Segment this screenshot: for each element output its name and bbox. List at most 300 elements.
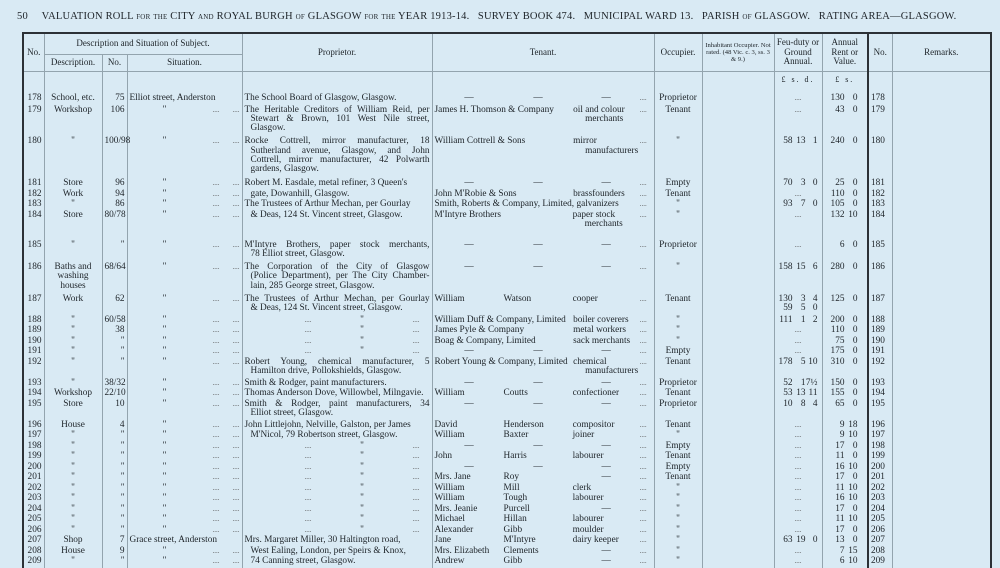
occupier-status: " bbox=[654, 515, 702, 526]
situation-ditto bbox=[130, 337, 240, 346]
inhabitant-occupier-cell bbox=[702, 137, 774, 179]
remarks-cell bbox=[892, 106, 990, 138]
leader-dots: .... bbox=[212, 431, 220, 440]
ditto-mark: " bbox=[360, 514, 364, 525]
page-title: VALUATION ROLL for the CITY and ROYAL BURGH of GLASGOW for the YEAR 1913-14. SURVEY BOOK 474. MUNICIPAL WARD 13. PARISH of GLASGOW. RATING AREA—GLASGOW. bbox=[41, 11, 957, 22]
tenant-surname: M'Intyre bbox=[503, 535, 536, 546]
tenant-fields bbox=[435, 463, 652, 472]
entry-number: 178 bbox=[27, 93, 42, 103]
entry-number: 198 bbox=[27, 440, 42, 451]
annual-value-cell bbox=[822, 452, 868, 463]
subject-number: 106 bbox=[102, 106, 127, 138]
leader-dots: .... bbox=[304, 336, 312, 345]
tenant-surname: — bbox=[533, 239, 543, 250]
feu-shillings: 5 bbox=[800, 302, 806, 313]
tenant-cell bbox=[432, 505, 654, 516]
feu-duty-cell bbox=[774, 463, 822, 474]
remarks-cell bbox=[892, 190, 990, 201]
occupier-status: " bbox=[654, 137, 702, 179]
annual-pounds: 155 bbox=[830, 388, 845, 399]
situation-ditto bbox=[130, 494, 240, 503]
annual-pounds: 75 bbox=[835, 335, 845, 346]
description-line: " bbox=[71, 524, 75, 535]
occupation-line: — bbox=[601, 93, 611, 103]
tenant-surname: — bbox=[533, 440, 543, 451]
inhabitant-occupier-cell bbox=[702, 190, 774, 201]
feu-pounds: 178 bbox=[778, 356, 793, 367]
entry-number: 190 bbox=[27, 335, 42, 346]
inhabitant-occupier-cell bbox=[702, 326, 774, 337]
annual-shillings: 10 bbox=[848, 209, 858, 220]
proprietor-cell bbox=[242, 494, 432, 505]
annual-value-cell bbox=[822, 211, 868, 232]
entry-number-right: 193 bbox=[868, 379, 892, 390]
annual-pounds: 16 bbox=[835, 493, 845, 504]
annual-pounds: 105 bbox=[830, 199, 845, 210]
leader-dots: .... bbox=[212, 357, 220, 366]
ditto-mark: " bbox=[162, 388, 167, 399]
feu-duty-amount bbox=[777, 190, 820, 199]
inhabitant-occupier-cell bbox=[702, 547, 774, 558]
occupier-status: Tenant bbox=[654, 473, 702, 484]
situation-cell bbox=[127, 200, 242, 211]
entry-number: 202 bbox=[27, 482, 42, 493]
tenant-fields bbox=[435, 421, 652, 430]
proprietor-line: The Trustees of Arthur Mechan, per Gourlay bbox=[244, 199, 411, 210]
situation-cell bbox=[127, 431, 242, 442]
feu-empty: .... bbox=[794, 210, 802, 219]
description-line: " bbox=[71, 199, 75, 210]
entry-number-right: 204 bbox=[868, 505, 892, 516]
feu-duty-cell bbox=[774, 494, 822, 505]
feu-duty-cell bbox=[774, 337, 822, 348]
annual-pounds: 175 bbox=[830, 346, 845, 357]
feu-duty-amount bbox=[777, 200, 820, 209]
remarks-cell bbox=[892, 421, 990, 432]
annual-shillings: 0 bbox=[852, 503, 858, 514]
feu-duty-amount bbox=[777, 94, 820, 103]
table-row bbox=[24, 452, 990, 463]
leader-dots: .... bbox=[212, 494, 220, 503]
ditto-mark: " bbox=[162, 239, 167, 250]
table-row bbox=[24, 557, 990, 568]
tenant-occupation bbox=[573, 400, 640, 409]
subject-number: " bbox=[102, 442, 127, 453]
leader-dots: .... bbox=[232, 546, 240, 555]
feu-duty-amount bbox=[777, 515, 820, 524]
leader-dots: .... bbox=[232, 483, 240, 492]
remarks-cell bbox=[892, 211, 990, 232]
entry-number-right: 185 bbox=[868, 232, 892, 263]
entry-number: 196 bbox=[27, 419, 42, 430]
leader-dots: .... bbox=[212, 263, 220, 272]
feu-duty-cell bbox=[774, 358, 822, 379]
entry-number-right: 189 bbox=[868, 326, 892, 337]
feu-empty: .... bbox=[794, 473, 802, 482]
valuation-table bbox=[24, 34, 990, 568]
situation-ditto bbox=[130, 211, 240, 220]
tenant-fields bbox=[435, 263, 652, 272]
inhabitant-occupier-cell bbox=[702, 536, 774, 547]
tenant-occupation bbox=[573, 557, 640, 566]
entry-number: 195 bbox=[27, 398, 42, 409]
feu-empty: .... bbox=[794, 525, 802, 534]
feu-pence: 0 bbox=[812, 302, 818, 313]
tenant-surname: Clements bbox=[503, 545, 539, 556]
tenant-surname: Gibb bbox=[503, 524, 523, 535]
situation-ditto bbox=[130, 347, 240, 356]
proprietor-cell bbox=[242, 400, 432, 421]
tenant-occupation bbox=[573, 494, 640, 503]
occupation-line: labourer bbox=[572, 493, 604, 504]
tenant-surname: — bbox=[533, 178, 543, 189]
tenant-cell bbox=[432, 421, 654, 432]
feu-duty-cell bbox=[774, 421, 822, 432]
description-line: " bbox=[71, 461, 75, 472]
remarks-cell bbox=[892, 389, 990, 400]
occupation-line: — bbox=[601, 461, 611, 472]
proprietor-cell bbox=[242, 337, 432, 348]
description-line: " bbox=[71, 482, 75, 493]
annual-shillings: 0 bbox=[852, 524, 858, 535]
header-proprietor: Proprietor. bbox=[242, 34, 432, 72]
annual-pounds: 16 bbox=[835, 461, 845, 472]
ditto-mark: " bbox=[360, 440, 364, 451]
entry-number-right: 186 bbox=[868, 263, 892, 295]
description-cell bbox=[44, 232, 102, 263]
remarks-cell bbox=[892, 452, 990, 463]
entry-number-right: 201 bbox=[868, 473, 892, 484]
feu-duty-cell bbox=[774, 505, 822, 516]
remarks-cell bbox=[892, 263, 990, 295]
feu-pence: 0 bbox=[812, 535, 818, 546]
occupation-line: dairy keeper bbox=[572, 535, 619, 546]
leader-dots: .... bbox=[304, 462, 312, 471]
proprietor-cell bbox=[242, 263, 432, 295]
leader-dots: .... bbox=[412, 326, 420, 335]
situation-cell bbox=[127, 463, 242, 474]
proprietor-line: Thomas Anderson Dove, Willowbel, Milngavie. bbox=[244, 388, 424, 399]
proprietor-line: Hamilton drive, Pollokshields, Glasgow. bbox=[250, 365, 402, 376]
situation-cell bbox=[127, 316, 242, 327]
feu-pounds: 111 bbox=[779, 314, 793, 325]
leader-dots: .... bbox=[304, 483, 312, 492]
feu-duty-amount bbox=[777, 179, 820, 188]
proprietor-ditto bbox=[245, 484, 430, 493]
entry-number-right: 206 bbox=[868, 526, 892, 537]
leader-dots: .... bbox=[412, 515, 420, 524]
tenant-surname: — bbox=[533, 346, 543, 357]
annual-value-cell bbox=[822, 337, 868, 348]
annual-shillings: 0 bbox=[852, 293, 858, 304]
entry-number: 203 bbox=[27, 493, 42, 504]
leader-dots: .... bbox=[412, 483, 420, 492]
leader-dots: .... bbox=[212, 200, 220, 209]
entry-number-right: 194 bbox=[868, 389, 892, 400]
annual-shillings: 0 bbox=[852, 325, 858, 336]
leader-dots: .... bbox=[232, 105, 240, 114]
tenant-fields bbox=[435, 526, 652, 535]
annual-shillings: 10 bbox=[848, 514, 858, 525]
entry-number: 209 bbox=[27, 556, 42, 567]
header-situation: Situation. bbox=[127, 55, 242, 72]
feu-duty-amount bbox=[777, 452, 820, 461]
table-row bbox=[24, 200, 990, 211]
valuation-table-frame bbox=[22, 32, 992, 568]
subject-number: 96 bbox=[102, 179, 127, 190]
entry-number-right: 196 bbox=[868, 421, 892, 432]
feu-duty-amount bbox=[777, 484, 820, 493]
occupation-line: — bbox=[601, 503, 611, 514]
tenant-fields bbox=[435, 400, 652, 409]
tenant-occupation bbox=[573, 241, 640, 250]
tenant-name: Jane bbox=[434, 535, 452, 546]
occupier-status: Tenant bbox=[654, 358, 702, 379]
proprietor-cell bbox=[242, 463, 432, 474]
situation-cell bbox=[127, 400, 242, 421]
subject-number: 7 bbox=[102, 536, 127, 547]
annual-value-cell bbox=[822, 85, 868, 106]
leader-dots: .... bbox=[639, 137, 647, 146]
leader-dots: .... bbox=[304, 525, 312, 534]
tenant-occupation bbox=[573, 389, 640, 398]
entry-number-right: 182 bbox=[868, 190, 892, 201]
leader-dots: .... bbox=[232, 378, 240, 387]
feu-empty: .... bbox=[794, 483, 802, 492]
annual-value-cell bbox=[822, 536, 868, 547]
ditto-mark: " bbox=[162, 262, 167, 273]
feu-pounds: 130 bbox=[778, 293, 793, 304]
tenant-name: — bbox=[464, 461, 474, 472]
situation-cell bbox=[127, 557, 242, 568]
feu-duty-amount bbox=[777, 337, 820, 346]
subject-number: 22/10 bbox=[102, 389, 127, 400]
ditto-mark: " bbox=[360, 472, 364, 483]
feu-duty-amount bbox=[777, 547, 820, 556]
occupation-line: sack merchants bbox=[573, 335, 631, 346]
situation-cell bbox=[127, 232, 242, 263]
annual-shillings: 0 bbox=[852, 335, 858, 346]
feu-pounds: 59 bbox=[783, 302, 793, 313]
feu-duty-amount bbox=[777, 263, 820, 272]
feu-empty: .... bbox=[794, 189, 802, 198]
proprietor-line: The Trustees of Arthur Mechan, per Gourlay bbox=[244, 293, 430, 304]
annual-pounds: 17 bbox=[835, 503, 845, 514]
tenant-surname: Coutts bbox=[503, 388, 528, 399]
annual-pounds: 11 bbox=[835, 451, 845, 462]
proprietor-line: Rocke Cottrell, mirror manufacturer, 18 bbox=[244, 136, 430, 147]
remarks-cell bbox=[892, 557, 990, 568]
leader-dots: .... bbox=[412, 462, 420, 471]
tenant-name: Robert Young & Company, Limited bbox=[434, 356, 568, 367]
situation-ditto bbox=[130, 241, 240, 250]
leader-dots: .... bbox=[232, 399, 240, 408]
occupation-line: paper stock bbox=[572, 209, 616, 220]
annual-value-cell bbox=[822, 326, 868, 337]
annual-shillings: 0 bbox=[852, 356, 858, 367]
feu-duty-cell bbox=[774, 547, 822, 558]
proprietor-line: & Deas, 124 St. Vincent street, Glasgow. bbox=[250, 302, 403, 313]
description-line: " bbox=[71, 239, 75, 250]
tenant-fields bbox=[435, 94, 652, 103]
header-feu-duty: Feu-duty or Ground Annual. bbox=[774, 34, 822, 72]
proprietor-line: Stewart & Brown, 101 West Nile street, bbox=[250, 113, 430, 124]
occupation-line: — bbox=[601, 556, 611, 567]
subject-number: " bbox=[102, 505, 127, 516]
feu-empty: .... bbox=[794, 494, 802, 503]
tenant-cell bbox=[432, 473, 654, 484]
ditto-mark: " bbox=[162, 556, 167, 567]
tenant-name: Smith, Roberts & Company, Limited, galvanizers bbox=[434, 199, 619, 210]
situation-ditto bbox=[130, 389, 240, 398]
occupation-line: boiler coverers bbox=[573, 314, 629, 325]
tenant-surname: Henderson bbox=[503, 419, 544, 430]
situation-cell bbox=[127, 515, 242, 526]
inhabitant-occupier-cell bbox=[702, 263, 774, 295]
proprietor-cell bbox=[242, 505, 432, 516]
tenant-name: Alexander bbox=[434, 524, 474, 535]
tenant-name: — bbox=[464, 239, 474, 250]
situation-ditto bbox=[130, 295, 240, 304]
description-line: " bbox=[71, 325, 75, 336]
inhabitant-occupier-cell bbox=[702, 379, 774, 390]
tenant-occupation bbox=[573, 137, 640, 155]
subject-number: 86 bbox=[102, 200, 127, 211]
annual-shillings: 0 bbox=[852, 178, 858, 189]
situation-cell bbox=[127, 452, 242, 463]
situation-ditto bbox=[130, 505, 240, 514]
annual-pounds: 130 bbox=[830, 93, 845, 103]
remarks-cell bbox=[892, 400, 990, 421]
feu-duty-cell bbox=[774, 442, 822, 453]
feu-duty-amount bbox=[777, 536, 820, 545]
description-line: " bbox=[71, 335, 75, 346]
annual-pounds: 6 bbox=[839, 239, 845, 250]
inhabitant-occupier-cell bbox=[702, 106, 774, 138]
feu-duty-cell bbox=[774, 137, 822, 179]
tenant-name: — bbox=[464, 440, 474, 451]
tenant-name: William bbox=[434, 493, 465, 504]
feu-shillings: 3 bbox=[800, 293, 806, 304]
entry-number: 205 bbox=[27, 514, 42, 525]
occupation-line: — bbox=[601, 440, 611, 451]
leader-dots: .... bbox=[639, 399, 647, 408]
proprietor-cell bbox=[242, 326, 432, 337]
description-line: " bbox=[71, 440, 75, 451]
entry-number-right: 179 bbox=[868, 106, 892, 138]
feu-duty-amount bbox=[777, 379, 820, 388]
leader-dots: .... bbox=[639, 420, 647, 429]
entry-number-right: 202 bbox=[868, 484, 892, 495]
occupation-line: clerk bbox=[572, 482, 592, 493]
occupation-line: — bbox=[601, 178, 611, 189]
tenant-fields bbox=[435, 316, 652, 325]
subject-number: " bbox=[102, 473, 127, 484]
annual-value-cell bbox=[822, 358, 868, 379]
remarks-cell bbox=[892, 85, 990, 106]
situation-cell bbox=[127, 263, 242, 295]
annual-shillings: 10 bbox=[848, 482, 858, 493]
situation-cell bbox=[127, 358, 242, 379]
annual-pounds: 9 bbox=[839, 419, 845, 430]
situation-cell bbox=[127, 494, 242, 505]
tenant-occupation bbox=[573, 463, 640, 472]
tenant-cell bbox=[432, 358, 654, 379]
tenant-occupation bbox=[573, 190, 640, 199]
tenant-fields bbox=[435, 358, 652, 376]
remarks-cell bbox=[892, 232, 990, 263]
situation-ditto bbox=[130, 463, 240, 472]
ditto-mark: " bbox=[162, 209, 167, 220]
feu-duty-amount bbox=[777, 442, 820, 451]
tenant-fields bbox=[435, 190, 652, 199]
occupation-line: — bbox=[601, 545, 611, 556]
tenant-surname: — bbox=[533, 398, 543, 409]
proprietor-ditto bbox=[245, 463, 430, 472]
leader-dots: .... bbox=[212, 504, 220, 513]
remarks-cell bbox=[892, 547, 990, 558]
occupier-status: " bbox=[654, 505, 702, 516]
tenant-surname bbox=[505, 316, 574, 325]
remarks-cell bbox=[892, 431, 990, 442]
leader-dots: .... bbox=[639, 525, 647, 534]
tenant-surname bbox=[505, 106, 574, 124]
inhabitant-occupier-cell bbox=[702, 557, 774, 568]
description-line: Baths and bbox=[54, 262, 92, 273]
leader-dots: .... bbox=[412, 347, 420, 356]
ditto-mark: " bbox=[162, 104, 167, 115]
leader-dots: .... bbox=[639, 378, 647, 387]
inhabitant-occupier-cell bbox=[702, 389, 774, 400]
header-description-group: Description and Situation of Subject. bbox=[44, 34, 242, 55]
annual-pounds: 200 bbox=[830, 314, 845, 325]
tenant-name: William bbox=[434, 430, 465, 441]
annual-pounds: 25 bbox=[835, 178, 845, 189]
entry-number: 206 bbox=[27, 524, 42, 535]
tenant-cell bbox=[432, 232, 654, 263]
tenant-cell bbox=[432, 379, 654, 390]
leader-dots: .... bbox=[412, 452, 420, 461]
proprietor-line: 74 Canning street, Glasgow. bbox=[250, 556, 356, 567]
description-line: School, etc. bbox=[51, 93, 95, 103]
annual-pounds: 310 bbox=[830, 356, 845, 367]
tenant-occupation bbox=[573, 200, 640, 209]
inhabitant-occupier-cell bbox=[702, 337, 774, 348]
tenant-occupation bbox=[573, 263, 640, 272]
feu-empty: .... bbox=[794, 420, 802, 429]
proprietor-cell bbox=[242, 452, 432, 463]
leader-dots: .... bbox=[639, 452, 647, 461]
subject-number: 38 bbox=[102, 326, 127, 337]
subject-number: 94 bbox=[102, 190, 127, 201]
occupier-status: Tenant bbox=[654, 295, 702, 316]
proprietor-cell bbox=[242, 473, 432, 484]
leader-dots: .... bbox=[304, 494, 312, 503]
tenant-name: Mrs. Elizabeth bbox=[434, 545, 490, 556]
tenant-surname: Hillan bbox=[503, 514, 527, 525]
situation-cell bbox=[127, 484, 242, 495]
tenant-name: David bbox=[434, 419, 458, 430]
entry-number: 207 bbox=[27, 535, 42, 546]
feu-shillings: 1 bbox=[800, 377, 806, 388]
proprietor-ditto bbox=[245, 316, 430, 325]
inhabitant-occupier-cell bbox=[702, 358, 774, 379]
table-row bbox=[24, 431, 990, 442]
occupation-line: labourer bbox=[572, 514, 604, 525]
feu-shillings: 15 bbox=[796, 262, 806, 273]
ditto-mark: " bbox=[162, 335, 167, 346]
entry-number: 185 bbox=[27, 239, 42, 250]
